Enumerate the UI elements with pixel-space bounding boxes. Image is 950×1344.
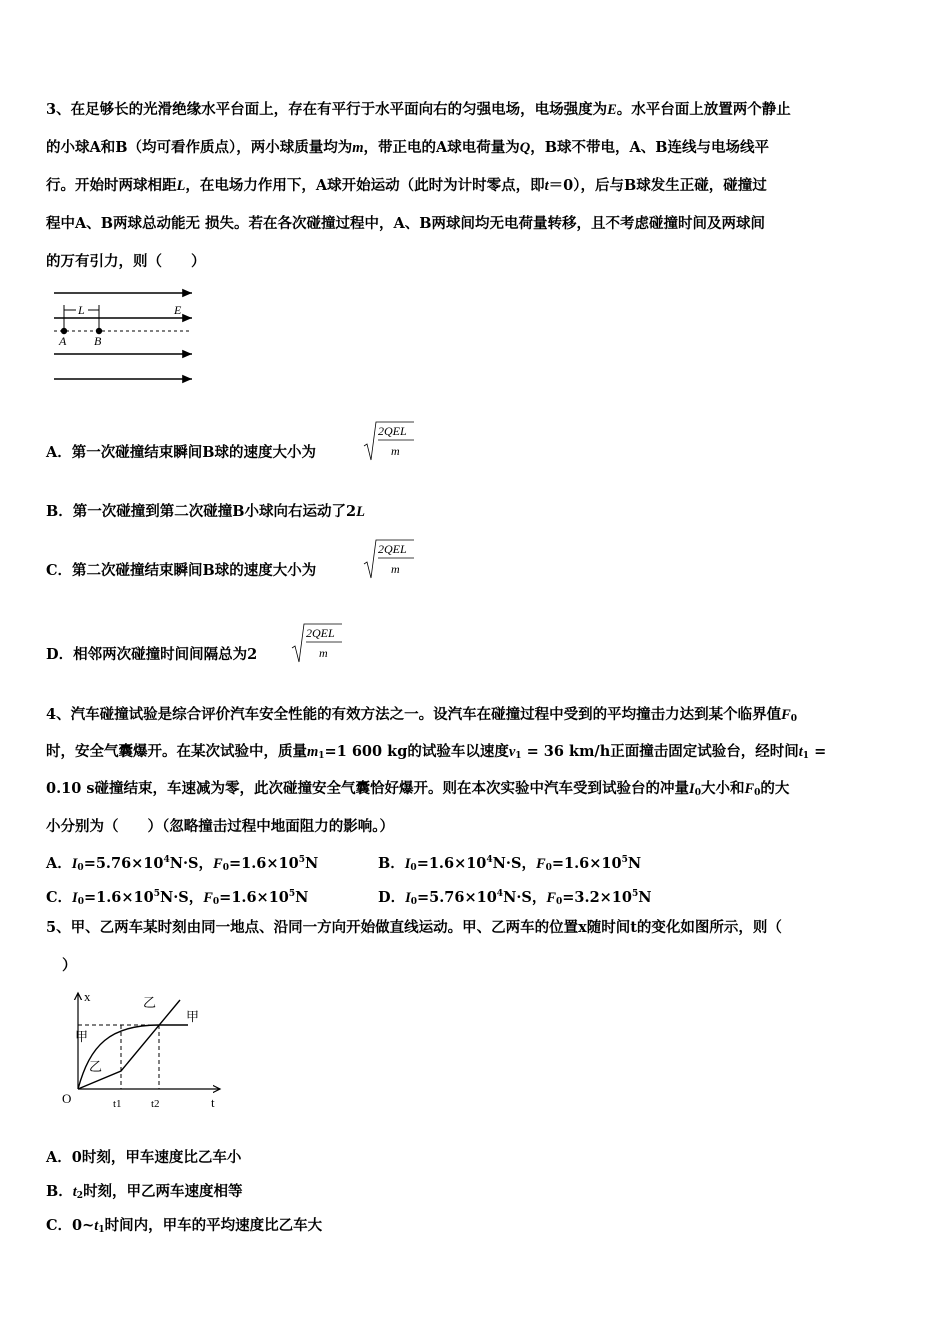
q3-option-c[interactable]: C．第二次碰撞结束瞬间B球的速度大小为 xyxy=(46,562,317,579)
B-label: B xyxy=(94,334,102,348)
q3-option-d-sqrt xyxy=(290,622,350,668)
sqrt-numerator: 2QEL xyxy=(378,424,407,438)
q3-line-3: 行。开始时两球相距L，在电场力作用下，A球开始运动（此时为计时零点，即t＝0），后与B球发生正碰，碰撞过 xyxy=(46,177,767,194)
jia-label-right: 甲 xyxy=(186,1009,200,1024)
q3-option-a-sqrt xyxy=(362,420,422,466)
q3-field-figure xyxy=(50,285,200,390)
sqrt-numerator: 2QEL xyxy=(306,626,335,640)
q3-option-c-sqrt xyxy=(362,538,422,584)
sqrt-numerator: 2QEL xyxy=(378,542,407,556)
q3-line-4: 程中A、B两球总动能无 损失。若在各次碰撞过程中，A、B两球间均无电荷量转移，且不考虑碰撞时间及两球间 xyxy=(46,215,766,232)
sqrt-denominator: m xyxy=(391,444,400,458)
sqrt-denominator: m xyxy=(391,562,400,576)
A-label: A xyxy=(59,334,67,348)
E-label: E xyxy=(174,303,182,317)
q5-option-c[interactable]: C．$0\sim t_1$时间内，甲车的平均速度比乙车大 xyxy=(46,1217,323,1235)
q5-line-1: 5、甲、乙两车某时刻由同一地点、沿同一方向开始做直线运动。甲、乙两车的位置x随时间t的变化如图所示，则（ xyxy=(46,919,782,936)
q4-line-4: 小分别为（ ）（忽略撞击过程中地面阻力的影响。） xyxy=(46,818,394,835)
q3-option-a[interactable]: A．第一次碰撞结束瞬间B球的速度大小为 xyxy=(46,444,317,461)
L-label: L xyxy=(78,303,85,317)
q4-option-c[interactable]: C．$I_0=1.6\times 10^5N\cdot S$，$F_0=1.6\times 10^5N$ xyxy=(46,889,309,907)
q5-line-2: ） xyxy=(62,957,77,974)
q3-line-1: 3、在足够长的光滑绝缘水平台面上，存在有平行于水平面向右的匀强电场，电场强度为E。水平台面上放置两个静止 xyxy=(46,101,791,118)
yi-line xyxy=(78,1000,180,1089)
y-axis-label: x xyxy=(84,989,91,1004)
q3-option-b[interactable]: B．第一次碰撞到第二次碰撞B小球向右运动了2L xyxy=(46,503,365,520)
jia-label-left: 甲 xyxy=(75,1029,89,1044)
q4-option-b[interactable]: B．$I_0=1.6\times 10^4N\cdot S$，$F_0=1.6\times 10^5N$ xyxy=(378,855,642,873)
t2-label: t2 xyxy=(151,1098,160,1110)
origin-label: O xyxy=(62,1091,72,1106)
q4-line-3: 0.10 s碰撞结束，车速减为零，此次碰撞安全气囊恰好爆开。则在本次实验中汽车受到试验台的冲量$I_0$大小和$F_0$的大 xyxy=(46,780,790,798)
q4-option-d[interactable]: D．$I_0=5.76\times 10^4N\cdot S$，$F_0=3.2\times 10^5N$ xyxy=(378,889,652,907)
yi-label-top: 乙 xyxy=(143,995,157,1010)
x-axis-label: t xyxy=(211,1095,215,1110)
q5-option-b[interactable]: B．$t_2$时刻，甲乙两车速度相等 xyxy=(46,1183,243,1201)
q5-option-a[interactable]: A．0时刻，甲车速度比乙车小 xyxy=(46,1149,242,1166)
yi-label-mid: 乙 xyxy=(89,1059,103,1074)
q4-line-2: 时，安全气囊爆开。在某次试验中，质量$m_1=1$ 600 kg的试验车以速度$v_1 = 36$ km/h正面撞击固定试验台，经时间$t_1$ = xyxy=(46,743,827,761)
q5-xt-graph xyxy=(55,985,230,1115)
q4-option-a[interactable]: A．$I_0=5.76\times 10^4N\cdot S$，$F_0=1.6\times 10^5N$ xyxy=(46,855,319,873)
q4-line-1: 4、汽车碰撞试验是综合评价汽车安全性能的有效方法之一。设汽车在碰撞过程中受到的平均撞击力达到某个临界值$F_0$ xyxy=(46,706,798,724)
q3-line-5: 的万有引力，则（ ） xyxy=(46,253,206,270)
t1-label: t1 xyxy=(113,1098,122,1110)
sqrt-denominator: m xyxy=(319,646,328,660)
q3-line-2: 的小球A和B（均可看作质点），两小球质量均为m，带正电的A球电荷量为Q，B球不带电，A、B连线与电场线平 xyxy=(46,139,770,156)
q3-option-d[interactable]: D．相邻两次碰撞时间间隔总为2 xyxy=(46,646,258,663)
